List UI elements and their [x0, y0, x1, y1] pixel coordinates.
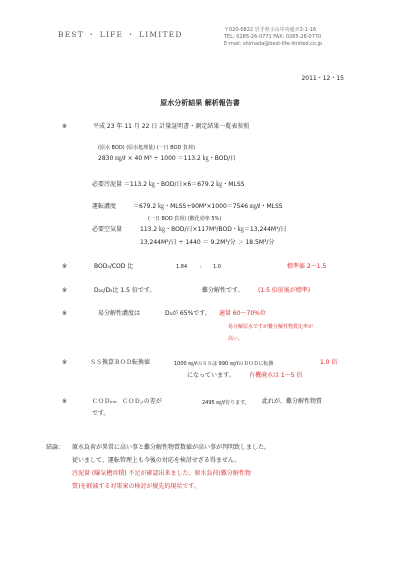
- required-air-line1: 113.2 ㎏・BOD/日×117M³/BOD・㎏＝13,244M³/日: [140, 226, 287, 233]
- ss-bod-conversion: 1000 ㎎/ℓのＳＳは 990 ㎎/ℓのＢＯＤに転換: [174, 361, 274, 367]
- ratio-value-1: 1.84: [176, 264, 188, 270]
- cod-diff-label: ＣＯＤₘₙ．ＣＯＤ꜀ᵣの差が: [92, 398, 162, 405]
- report-title: 原水分析結果 解析報告書: [160, 99, 240, 107]
- organic-wastewater-note: 有機廃水は 1～5 倍: [249, 372, 303, 379]
- conclusion-line-4: 質)を軽減する対策案の検討が優先的現状です。: [72, 483, 200, 490]
- bod-cod-ratio-label: BOD₅/COD 比: [94, 263, 134, 270]
- conclusion-line-2: 従いまして、運転管理上も今後の対応を検討せざる得ません。: [72, 457, 241, 464]
- ss-bod-line2: になっています。: [187, 372, 235, 379]
- ss-bod-ratio: 1.0 倍: [320, 359, 338, 366]
- d20-d5-standard-note: (1.5 倍前後が標準): [258, 287, 311, 294]
- required-air-line2: 13,244M³/日 ÷ 1440 ＝ 9.2M³/分 ＞ 18.5M³/分: [140, 239, 275, 246]
- company-email-line: E-mail: shimada@best-life-limited.co.jp: [224, 41, 323, 47]
- standard-value-note: 標準値 2～1.5: [287, 263, 327, 270]
- cod-diff-text: 此れが、難分解性物質: [262, 398, 323, 405]
- d20-d5-ratio-label: D₂₀/D₅比 1.5 倍です。: [94, 287, 156, 294]
- section-mark: ※: [62, 398, 68, 405]
- company-address-line: 〒020-0822 岩手県小山中央通ガ2-1-16: [224, 27, 316, 33]
- degradable-ratio-note: 易分解原水ですが難分解性物質比率が: [228, 324, 314, 330]
- degradable-conc-note: 適量 60～70%位: [219, 310, 266, 317]
- required-air-label: 必要空気量: [92, 226, 123, 233]
- ratio-colon: :: [200, 264, 202, 270]
- conclusion-line-3: 汚泥量 (曝気槽容積) 不足が確認出来ました。原水負荷(難分解性物: [72, 470, 251, 477]
- required-sludge: 必要汚泥量 ＝113.2 ㎏・BOD/日×6＝679.2 ㎏・MLSS: [92, 181, 245, 188]
- section-mark: ※: [62, 310, 68, 317]
- degradable-conc-label: 易分解性濃度は: [98, 310, 141, 317]
- operating-conc-label: 運転濃度: [92, 203, 117, 210]
- operating-conc-value: ＝679.2 ㎏・MLSS÷90M³×1000＝7546 ㎎/ℓ・MLSS: [133, 203, 283, 210]
- cod-diff-line2: です。: [92, 410, 110, 417]
- ss-bod-label: ＳＳ換算ＢＯＤ転換値: [90, 359, 151, 366]
- d20-d5-assessment: 難分解性です。: [202, 287, 244, 294]
- ratio-value-2: 1.0: [213, 264, 221, 270]
- section-mark: ※: [62, 359, 68, 366]
- degradable-conc-value: D₅が 65%です。: [165, 310, 211, 317]
- conc-note: (一日 BOD 負荷) (酸化効率 5%): [148, 216, 222, 222]
- report-date: 2011・12・15: [301, 75, 344, 82]
- degradable-ratio-note-2: 高い。: [228, 336, 244, 342]
- cod-diff-value: 2495 ㎎/ℓ有ります。: [202, 400, 250, 406]
- company-logo-text: BEST ・ LIFE ・ LIMITED: [58, 30, 183, 39]
- calc-labels: (原水 BOD) (原水処理量) (一日 BOD 負荷): [98, 145, 195, 151]
- company-phone-line: TEL: 0285-26-0771 FAX: 0285-28-0770: [224, 34, 322, 40]
- bod-load-calc: 2830 ㎎/ℓ × 40 M³ ÷ 1000 ＝113.2 ㎏・BOD/日: [98, 155, 237, 162]
- section-mark: ※: [62, 287, 68, 294]
- section-mark: ※: [62, 263, 68, 270]
- conclusion-label: 結論：: [46, 444, 65, 451]
- section-mark: ※: [62, 123, 68, 130]
- conclusion-line-1: 原水負荷が異常に高い事と難分解性物質数値が高い事が判明致しました。: [72, 444, 271, 451]
- section1-heading: 平成 23 年 11 月 22 日 計量証明書・測定結果一覧表参照: [93, 123, 250, 130]
